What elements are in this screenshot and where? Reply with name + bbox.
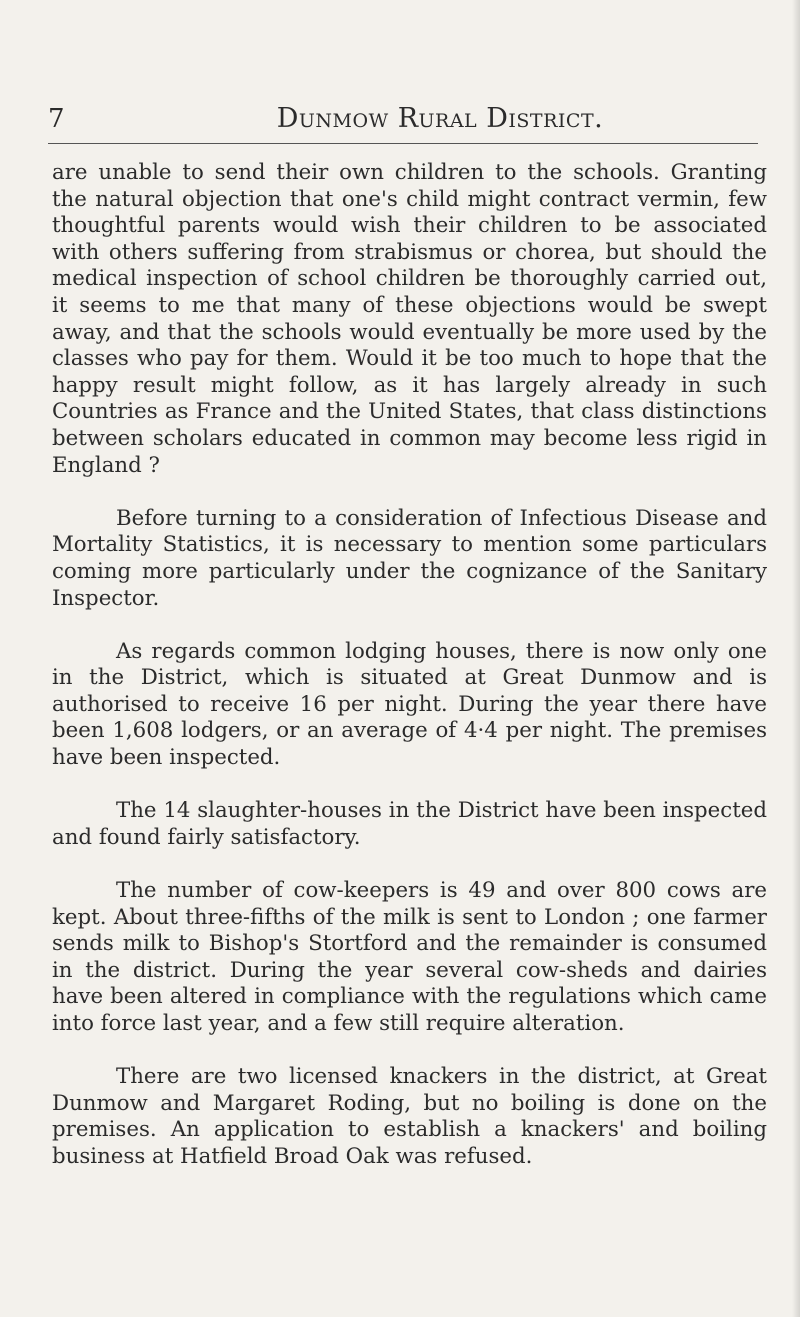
paragraph-cow-keepers: The number of cow-keepers is 49 and over 800 cows are kept. About three-fifths of the milk is sent to London ; one farmer sends milk to Bishop's Stortford and the remainder is consumed in the district. During the year several cow-sheds and dairies have been altered in compliance with the regulations which came into force last year, and a few still require alteration. <box>52 878 767 1036</box>
paragraph-infectious-disease-intro: Before turning to a consideration of Infectious Disease and Mortality Statistics, it is necessary to mention some particulars coming more particularly under the cognizance of the Sanitary Inspector. <box>52 505 767 611</box>
paragraph-lodging-houses: As regards common lodging houses, there is now only one in the District, which is situated at Great Dunmow and is authorised to receive 16 per night. During the year there have been 1,608 lodgers, or an average of 4·4 per night. The premises have been inspected. <box>52 638 767 771</box>
page-number: 7 <box>48 104 65 134</box>
header-rule <box>48 143 758 144</box>
paragraph-knackers: There are two licensed knackers in the district, at Great Dunmow and Margaret Roding, but no boiling is done on the premises. An application to establish a knackers' and boiling business at Hatfield Broad Oak was refused. <box>52 1064 767 1169</box>
body-text <box>52 160 767 1171</box>
paragraph-slaughter-houses: The 14 slaughter-houses in the District have been inspected and found fairly satisfactory. <box>52 798 767 850</box>
running-head: Dunmow Rural District. <box>276 103 604 134</box>
paragraph-continuation: are unable to send their own children to the schools. Granting the natural objection that one's child might contract vermin, few thoughtful parents would wish their children to be associated with others suffering from strabismus or chorea, but should the medical inspection of school children be thoroughly carried out, it seems to me that many of these objections would be swept away, and that the schools would eventually be more used by the classes who pay for them. Would it be too much to hope that the happy result might follow, as it has largely already in such Countries as France and the United States, that class distinctions between scholars educated in common may become less rigid in England ? <box>52 160 767 478</box>
page-edge-shadow <box>792 0 800 1317</box>
page-header <box>0 102 800 142</box>
